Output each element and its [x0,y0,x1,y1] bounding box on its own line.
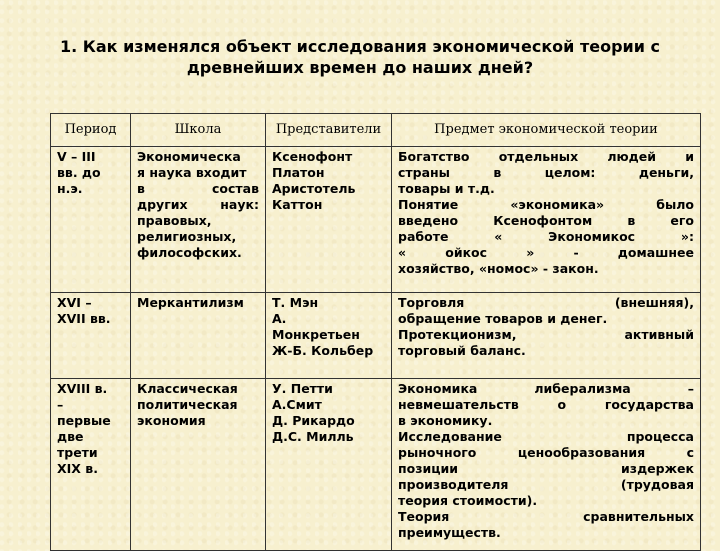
text-line: Монкретьен [272,327,360,342]
text-line: Исследование процесса [398,429,694,444]
header-representatives: Представители [266,114,392,147]
text-line: V – III [57,149,96,164]
text-line: Протекционизм, активный [398,327,694,342]
text-line: Аристотель [272,181,356,196]
cell-subject [392,293,701,379]
text-line: Ж-Б. Кольбер [272,343,374,358]
cell-school [131,379,266,551]
text-line: страны в целом: деньги, [398,165,694,180]
cell-period [51,147,131,293]
page-title [20,36,700,78]
text-line: философских. [137,245,242,260]
title-line-1: 1. Как изменялся объект исследования экономической теории с [59,37,660,56]
text-line: Экономика либерализма – [398,381,694,396]
text-line: я наука входит [137,165,247,180]
cell-school [131,147,266,293]
cell-period [51,293,131,379]
text-line: позиции издержек [398,461,694,476]
text-line: политическая [137,397,238,412]
text-line: Теория сравнительных [398,509,694,524]
text-line: Платон [272,165,325,180]
cell-subject [392,147,701,293]
text-line: рыночного ценообразования с [398,445,694,460]
cell-representatives [266,147,392,293]
text-line: XIX в. [57,461,98,476]
text-line: Меркантилизм [137,295,244,310]
header-subject: Предмет экономической теории [392,114,701,147]
text-line: экономия [137,413,206,428]
text-line: других наук: [137,197,259,212]
text-line: обращение товаров и денег. [398,311,608,326]
text-line: вв. до [57,165,101,180]
text-line: А. [272,311,287,326]
text-line: правовых, [137,213,212,228]
text-line: товары и т.д. [398,181,495,196]
text-line: работе « Экономикос »: [398,229,694,244]
text-line: XVI – [57,295,92,310]
text-line: Т. Мэн [272,295,319,310]
text-line: XVIII в. [57,381,108,396]
text-line: трети [57,445,98,460]
cell-school [131,293,266,379]
text-line: « ойкос » - домашнее [398,245,694,260]
text-line: У. Петти [272,381,333,396]
cell-representatives [266,293,392,379]
table-row [51,147,701,293]
text-line: Богатство отдельных людей и [398,149,694,164]
text-line: невмешательств о государства [398,397,694,412]
title-line-2: древнейших времен до наших дней? [186,58,534,77]
text-line: Понятие «экономика» было [398,197,694,212]
text-line: н.э. [57,181,83,196]
text-line: XVII вв. [57,311,111,326]
text-line: первые [57,413,111,428]
text-line: религиозных, [137,229,237,244]
text-line: Ксенофонт [272,149,353,164]
cell-subject [392,379,701,551]
text-line: введено Ксенофонтом в его [398,213,694,228]
table-header-row [51,114,701,147]
economic-theory-table [50,113,701,551]
text-line: торговый баланс. [398,343,526,358]
table-row [51,293,701,379]
text-line: Д.С. Милль [272,429,354,444]
text-line: в состав [137,181,259,196]
text-line: Д. Рикардо [272,413,355,428]
text-line: – [57,397,64,412]
text-line: две [57,429,84,444]
text-line: Экономическа [137,149,241,164]
table-row [51,379,701,551]
text-line: в экономику. [398,413,493,428]
text-line: производителя (трудовая [398,477,694,492]
text-line: А.Смит [272,397,322,412]
text-line: теория стоимости). [398,493,538,508]
text-line: хозяйство, «номос» - закон. [398,261,599,276]
text-line: Классическая [137,381,238,396]
cell-period [51,379,131,551]
header-school: Школа [131,114,266,147]
cell-representatives [266,379,392,551]
text-line: преимуществ. [398,525,501,540]
text-line: Торговля (внешняя), [398,295,694,310]
header-period: Период [51,114,131,147]
text-line: Каттон [272,197,323,212]
